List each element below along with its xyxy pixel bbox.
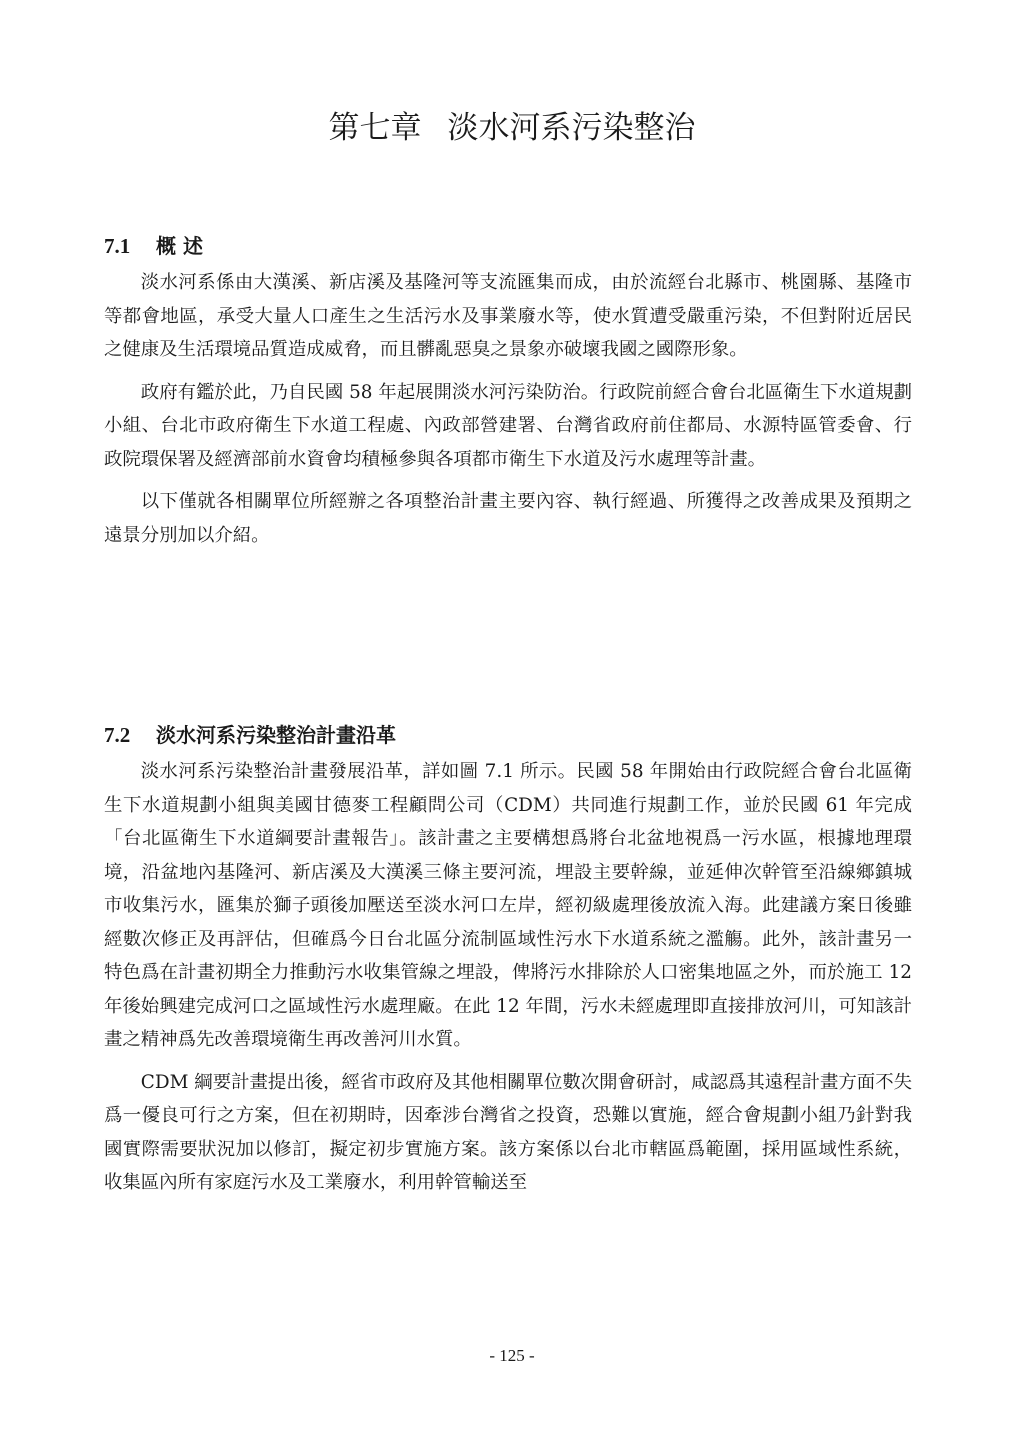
- chapter-title: [0, 104, 1024, 152]
- paragraph: 淡水河系污染整治計畫發展沿革，詳如圖 7.1 所示。民國 58 年開始由行政院經合會台北區衛生下水道規劃小組與美國甘德麥工程顧問公司（CDM）共同進行規劃工作，並於民國 61 年完成「台北區衛生下水道綱要計畫報告」。該計畫之主要構想爲將台北盆地視爲一污水區，根據地理環境，沿盆地內基隆河、新店溪及大漢溪三條主要河流，埋設主要幹線，並延伸次幹管至沿線鄉鎮城市收集污水，匯集於獅子頭後加壓送至淡水河口左岸，經初級處理後放流入海。此建議方案日後雖經數次修正及再評估，但確爲今日台北區分流制區域性污水下水道系統之濫觴。此外，該計畫另一特色爲在計畫初期全力推動污水收集管線之埋設，俾將污水排除於人口密集地區之外，而於施工 12 年後始興建完成河口之區域性污水處理廠。在此 12 年間，污水未經處理即直接排放河川，可知該計畫之精神爲先改善環境衛生再改善河川水質。: [104, 761, 912, 1050]
- section-heading-text: 淡水河系污染整治計畫沿革: [156, 723, 396, 747]
- paragraph: 以下僅就各相關單位所經辦之各項整治計畫主要內容、執行經過、所獲得之改善成果及預期之遠景分別加以介紹。: [104, 491, 912, 546]
- paragraph: 政府有鑑於此，乃自民國 58 年起展開淡水河污染防治。行政院前經合會台北區衛生下水道規劃小組、台北市政府衛生下水道工程處、內政部營建署、台灣省政府前住都局、水源特區管委會、行政院環保署及經濟部前水資會均積極參與各項都市衛生下水道及污水處理等計畫。: [104, 381, 912, 470]
- chapter-number-label: 第七章: [328, 110, 422, 146]
- section-heading: [104, 226, 912, 266]
- section-7-1: [104, 226, 912, 552]
- section-heading: [104, 715, 912, 755]
- section-7-2: [104, 715, 912, 1200]
- paragraph: 淡水河系係由大漢溪、新店溪及基隆河等支流匯集而成，由於流經台北縣市、桃園縣、基隆市等都會地區，承受大量人口產生之生活污水及事業廢水等，使水質遭受嚴重污染，不但對附近居民之健康及生活環境品質造成威脅，而且髒亂惡臭之景象亦破壞我國之國際形象。: [104, 272, 912, 360]
- section-number: 7.2: [104, 723, 131, 747]
- chapter-title-text: 淡水河系污染整治: [447, 110, 696, 146]
- section-heading-text: 概 述: [156, 234, 203, 258]
- paragraph: CDM 綱要計畫提出後，經省市政府及其他相關單位數次開會研討，咸認爲其遠程計畫方面不失爲一優良可行之方案，但在初期時，因牽涉台灣省之投資，恐難以實施，經合會規劃小組乃針對我國實際需要狀況加以修訂，擬定初步實施方案。該方案係以台北市轄區爲範圍，採用區域性系統，收集區內所有家庭污水及工業廢水，利用幹管輸送至: [104, 1071, 912, 1193]
- section-number: 7.1: [104, 234, 131, 258]
- page-number: - 125 -: [489, 1346, 535, 1365]
